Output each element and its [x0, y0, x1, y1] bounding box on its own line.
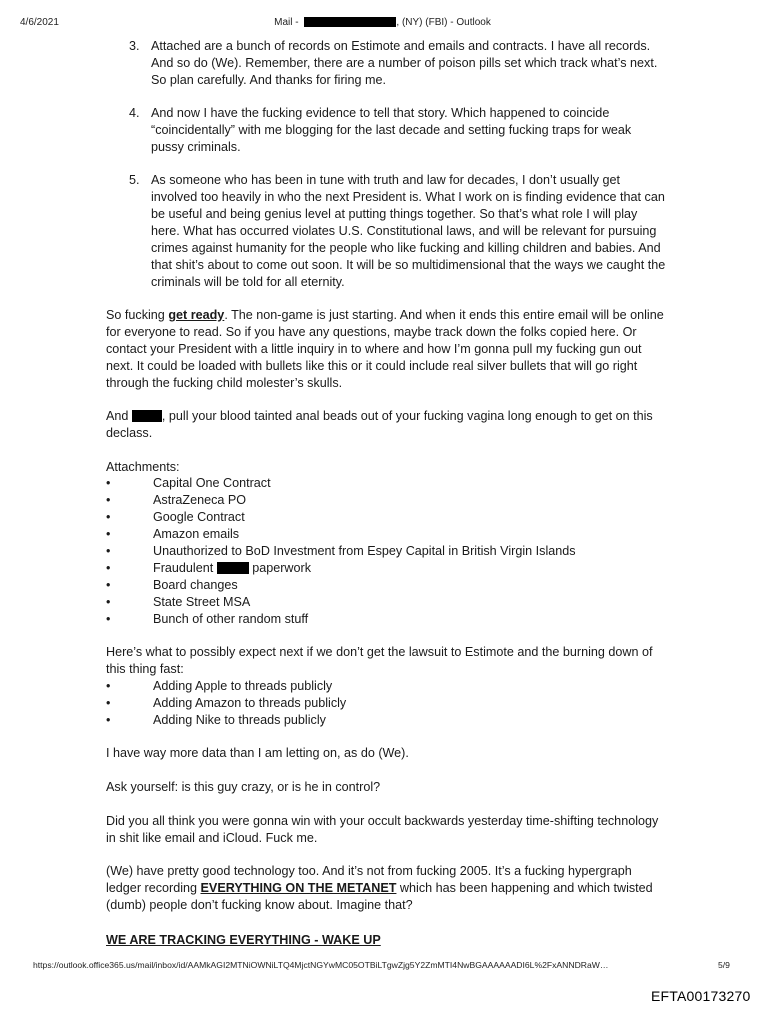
attachment-name: Bunch of other random stuff: [153, 612, 309, 626]
emphasis-text: WE ARE TRACKING EVERYTHING - WAKE UP: [106, 933, 381, 947]
emphasis-text: EVERYTHING ON THE METANET: [200, 881, 397, 895]
list-item: [106, 526, 666, 543]
list-item: [106, 509, 666, 526]
list-number: 4.: [129, 106, 140, 120]
list-item: [106, 492, 666, 509]
text-run: paperwork: [248, 561, 312, 575]
attachment-name: Capital One Contract: [153, 476, 271, 490]
attachment-name: [153, 560, 311, 577]
redaction-box: [217, 562, 249, 574]
attachment-name: Amazon emails: [153, 527, 240, 541]
bullet: •: [106, 510, 111, 524]
emphasis-text: get ready: [168, 308, 225, 322]
bullet: •: [106, 493, 111, 507]
list-number: 3.: [129, 39, 140, 53]
numbered-item-text: And now I have the fucking evidence to tell that story. Which happened to coincide “coincidentally” with me blogging for the last decade and setting fucking traps for weak pussy criminals.: [151, 106, 632, 154]
bullet: •: [106, 561, 111, 575]
list-item: [106, 475, 666, 492]
list-item: [106, 678, 666, 695]
text-run: (We) have pretty good technology too. And it’s not from fucking 2005. It’s a fucking hypergraph ledger recording: [106, 864, 632, 895]
numbered-item-text: Attached are a bunch of records on Estimote and emails and contracts. I have all records. And so do (We). Remember, there are a number of poison pills set which track what’s next. So plan carefully. And thanks for firing me.: [151, 39, 658, 87]
paragraph-data: I have way more data than I am letting on, as do (We).: [106, 746, 409, 760]
print-date: 4/6/2021: [20, 17, 59, 28]
attachment-name: State Street MSA: [153, 595, 251, 609]
redaction-box: [132, 410, 162, 422]
text-run: which has been happening and which twisted (dumb) people don’t fucking know about. Imagine that?: [106, 881, 653, 912]
title-prefix: Mail -: [274, 17, 302, 28]
bates-number: EFTA00173270: [651, 988, 751, 1004]
list-item: [106, 611, 666, 628]
attachments-heading: Attachments:: [106, 460, 180, 474]
list-item: [106, 560, 666, 577]
bullet: •: [106, 696, 111, 710]
expect-item: Adding Nike to threads publicly: [153, 713, 326, 727]
redaction-box: [304, 17, 396, 27]
attachment-name: Board changes: [153, 578, 238, 592]
attachment-name: Unauthorized to BoD Investment from Espey Capital in British Virgin Islands: [153, 544, 576, 558]
list-item: [106, 695, 666, 712]
bullet: •: [106, 578, 111, 592]
expect-item: Adding Amazon to threads publicly: [153, 696, 347, 710]
text-run: So fucking: [106, 308, 169, 322]
print-title: [0, 17, 765, 28]
text-run: , pull your blood tainted anal beads out of your fucking vagina long enough to get on this declass.: [106, 409, 653, 440]
paragraph-get-ready: [106, 307, 666, 392]
numbered-item-text: As someone who has been in tune with truth and law for decades, I don’t usually get involved too heavily in who the next President is. What I work on is finding evidence that can be useful and being genius level at putting things together. So that’s what role I will play here. What has occurred violates U.S. Constitutional laws, and will be relevant for pursuing crimes against humanity for the people who like fucking and killing children and babies. And that shit’s about to come out soon. It will be so multidimensional that the ways we caught the criminals will be told for all eternity.: [151, 173, 666, 289]
paragraph-expect: Here’s what to possibly expect next if we don’t get the lawsuit to Estimote and the burning down of this thing fast:: [106, 645, 653, 676]
list-item: [106, 543, 666, 560]
paragraph-and: [106, 408, 666, 442]
bullet: •: [106, 713, 111, 727]
bullet: •: [106, 679, 111, 693]
bullet: •: [106, 612, 111, 626]
tracking-heading: [106, 932, 666, 949]
text-run: Fraudulent: [153, 561, 214, 575]
text-run: And: [106, 409, 132, 423]
bullet: •: [106, 527, 111, 541]
page-number: 5/9: [718, 960, 730, 970]
list-item: [106, 712, 666, 729]
bullet: •: [106, 544, 111, 558]
title-suffix: , (NY) (FBI) - Outlook: [396, 17, 491, 28]
list-item: [106, 577, 666, 594]
expect-item: Adding Apple to threads publicly: [153, 679, 333, 693]
attachment-name: AstraZeneca PO: [153, 493, 247, 507]
paragraph-did-you: Did you all think you were gonna win with your occult backwards yesterday time-shifting technology in shit like email and iCloud. Fuck me.: [106, 814, 659, 845]
paragraph-ask: Ask yourself: is this guy crazy, or is he in control?: [106, 780, 381, 794]
bullet: •: [106, 595, 111, 609]
print-url: https://outlook.office365.us/mail/inbox/id/AAMkAGI2MTNiOWNiLTQ4MjctNGYwMC05OTBiLTgwZjg5Y2ZmMTI4NwBGAAAAAADI6L%2FxANNDRaW…: [33, 960, 609, 970]
paragraph-we: [106, 863, 666, 914]
text-run: . The non-game is just starting. And when it ends this entire email will be online for everyone to read. So if you have any questions, maybe track down the folks copied here. Or contact your President with a little inquiry in to where and how I’m gonna pull my fucking gun out next. It could be loaded with bullets like this or it could include real silver bullets that will go right through the fucking child molester’s skulls.: [106, 308, 664, 390]
attachment-name: Google Contract: [153, 510, 245, 524]
list-number: 5.: [129, 173, 140, 187]
list-item: [106, 594, 666, 611]
bullet: •: [106, 476, 111, 490]
